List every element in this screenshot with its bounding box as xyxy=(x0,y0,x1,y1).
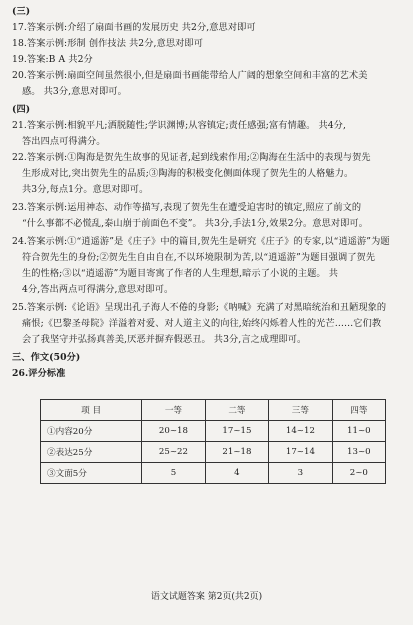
answer-20-cont: 感。 共3分,意思对即可。 xyxy=(22,86,127,97)
answer-22: 22.答案示例:①陶海是贺先生故事的见证者,起到线索作用;②陶海在生活中的表现与贺先 xyxy=(12,152,371,163)
answer-24-score: 4分,答出两点可得满分,意思对即可。 xyxy=(22,284,174,295)
section-3-heading: (三) xyxy=(12,6,31,17)
answer-25-cont-1: 痛恨;《巴黎圣母院》洋溢着对爱、对人道主义的向往,始终闪烁着人性的光芒……它们教 xyxy=(22,318,382,329)
answer-22-cont: 生形成对比,突出贺先生的品质;③陶海的积极变化侧面体现了贺先生的人格魅力。 xyxy=(22,168,354,179)
row-cell: 20~18 xyxy=(142,421,205,442)
section-4-heading: (四) xyxy=(12,104,31,115)
header-item: 项 目 xyxy=(41,400,142,421)
answer-19: 19.答案:B A 共2分 xyxy=(12,54,93,65)
row-cell: 14~12 xyxy=(269,421,332,442)
row-cell: 3 xyxy=(269,463,332,484)
answer-21: 21.答案示例:相貌平凡;洒脱随性;学识渊博;从容镇定;责任感强;富有情趣。 共4分, xyxy=(12,120,346,131)
answer-17: 17.答案示例:介绍了扇面书画的发展历史 共2分,意思对即可 xyxy=(12,22,256,33)
rubric-row-layout xyxy=(41,463,386,484)
composition-heading: 三、作文(50分) xyxy=(12,352,81,363)
row-cell: 11~0 xyxy=(332,421,385,442)
answer-23: 23.答案示例:运用神态、动作等描写,表现了贺先生在遭受迫害时的镇定,照应了前文的 xyxy=(12,202,362,213)
row-cell: 2~0 xyxy=(332,463,385,484)
row-cell: 25~22 xyxy=(142,442,205,463)
row-label: ①内容20分 xyxy=(41,421,142,442)
rubric-row-content xyxy=(41,421,386,442)
rubric-header-row xyxy=(41,400,386,421)
row-cell: 21~18 xyxy=(205,442,268,463)
row-cell: 4 xyxy=(205,463,268,484)
answer-24-cont-1: 符合贺先生的身份;②贺先生自由自在,不以环境限制为苦,以“逍遥游”为题目强调了贺先 xyxy=(22,252,376,263)
answer-25: 25.答案示例:《论语》呈现出孔子海人不倦的身影;《呐喊》充满了对黑暗统治和丑陋现象的 xyxy=(12,302,387,313)
answer-22-score: 共3分,每点1分。意思对即可。 xyxy=(22,184,149,195)
answer-25-cont-2: 会了我坚守并弘扬真善美,厌恶并摒弃假恶丑。 共3分,言之成理即可。 xyxy=(22,334,307,345)
header-grade-4: 四等 xyxy=(332,400,385,421)
answer-24: 24.答案示例:①“逍遥游”是《庄子》中的篇目,贺先生是研究《庄子》的专家,以“逍遥游”为题 xyxy=(12,236,390,247)
answer-23-cont: “什么事都不必慌乱,泰山崩于前面色不变”。 共3分,手法1分,效果2分。意思对即可。 xyxy=(22,218,368,229)
row-cell: 5 xyxy=(142,463,205,484)
row-cell: 13~0 xyxy=(332,442,385,463)
row-cell: 17~14 xyxy=(269,442,332,463)
row-label: ③文面5分 xyxy=(41,463,142,484)
header-grade-2: 二等 xyxy=(205,400,268,421)
rubric-table xyxy=(40,399,386,484)
header-grade-1: 一等 xyxy=(142,400,205,421)
rubric-row-expression xyxy=(41,442,386,463)
rubric-title: 26.评分标准 xyxy=(12,368,66,379)
row-label: ②表达25分 xyxy=(41,442,142,463)
row-cell: 17~15 xyxy=(205,421,268,442)
answer-18: 18.答案示例:形制 创作技法 共2分,意思对即可 xyxy=(12,38,203,49)
page-footer: 语文试题答案 第2页(共2页) xyxy=(150,592,263,602)
answer-24-cont-2: 生的性格;③以“逍遥游”为题目寄寓了作者的人生理想,暗示了小说的主题。 共 xyxy=(22,268,339,279)
answer-20: 20.答案示例:扇面空间虽然很小,但是扇面书画能带给人广阔的想象空间和丰富的艺术美 xyxy=(12,70,368,81)
answer-21-cont: 答出四点可得满分。 xyxy=(22,136,106,147)
header-grade-3: 三等 xyxy=(269,400,332,421)
